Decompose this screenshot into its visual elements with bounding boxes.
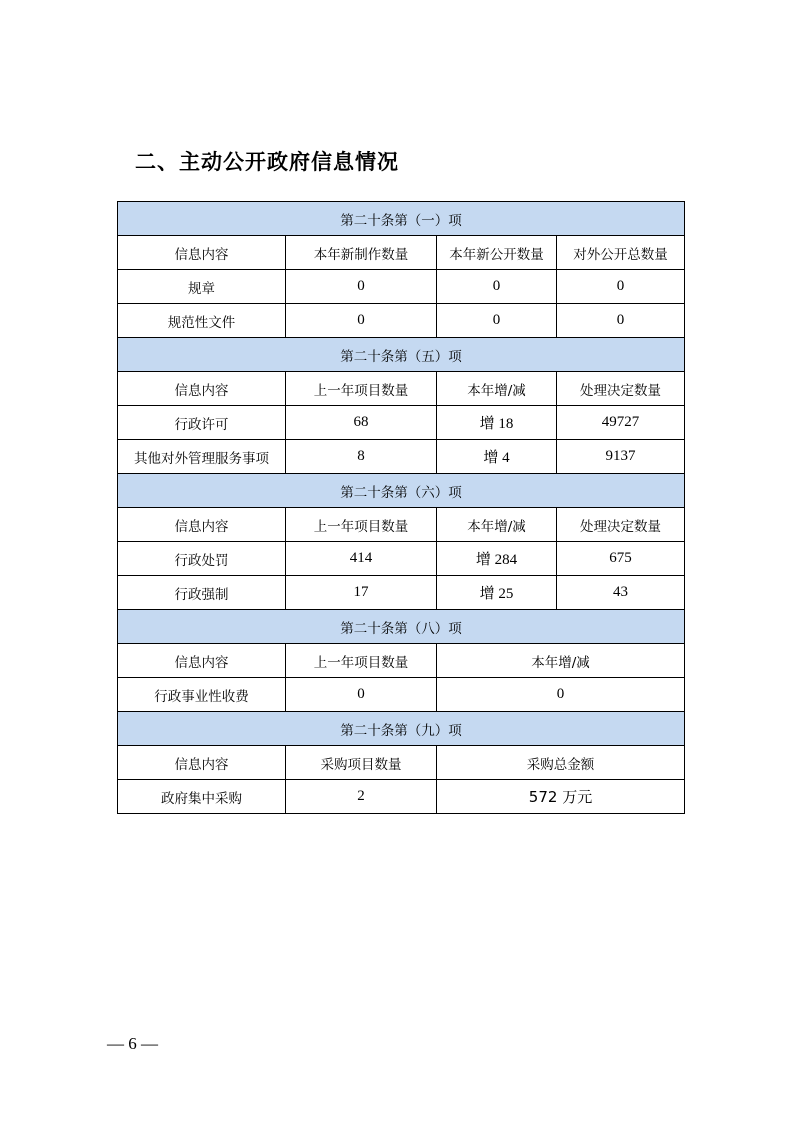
page-number: — 6 — xyxy=(107,1034,158,1053)
section-header-row xyxy=(118,712,685,746)
table-cell: 49727 xyxy=(557,406,685,440)
row-label: 行政强制 xyxy=(118,576,286,610)
column-header: 上一年项目数量 xyxy=(286,372,437,406)
section-title: 第二十条第（八）项 xyxy=(118,610,685,644)
column-header-row xyxy=(118,746,685,780)
column-header: 本年新公开数量 xyxy=(437,236,557,270)
column-header: 处理决定数量 xyxy=(557,508,685,542)
table-cell: 0 xyxy=(557,270,685,304)
table-cell: 9137 xyxy=(557,440,685,474)
table-cell: 0 xyxy=(286,304,437,338)
column-header-row xyxy=(118,508,685,542)
section-title: 第二十条第（九）项 xyxy=(118,712,685,746)
table-row xyxy=(118,542,685,576)
column-header: 信息内容 xyxy=(118,644,286,678)
table-row xyxy=(118,678,685,712)
table-cell: 0 xyxy=(557,304,685,338)
column-header: 本年增/减 xyxy=(437,508,557,542)
table-cell: 0 xyxy=(286,270,437,304)
section-header-row xyxy=(118,474,685,508)
table-cell: 0 xyxy=(437,678,685,712)
row-label: 政府集中采购 xyxy=(118,780,286,814)
column-header: 采购总金额 xyxy=(437,746,685,780)
column-header: 本年增/减 xyxy=(437,372,557,406)
page-title: 二、主动公开政府信息情况 xyxy=(135,150,399,174)
table-cell: 增 284 xyxy=(437,542,557,576)
row-label: 行政许可 xyxy=(118,406,286,440)
table-cell: 414 xyxy=(286,542,437,576)
column-header: 本年增/减 xyxy=(437,644,685,678)
column-header-row xyxy=(118,236,685,270)
row-label: 其他对外管理服务事项 xyxy=(118,440,286,474)
column-header: 信息内容 xyxy=(118,746,286,780)
column-header: 上一年项目数量 xyxy=(286,644,437,678)
table-cell: 675 xyxy=(557,542,685,576)
table-cell: 增 25 xyxy=(437,576,557,610)
disclosure-table xyxy=(117,201,685,814)
table-row xyxy=(118,440,685,474)
table-cell: 68 xyxy=(286,406,437,440)
table-cell: 572 万元 xyxy=(437,780,685,814)
column-header: 信息内容 xyxy=(118,372,286,406)
table-cell: 增 4 xyxy=(437,440,557,474)
row-label: 规范性文件 xyxy=(118,304,286,338)
column-header-row xyxy=(118,372,685,406)
column-header: 信息内容 xyxy=(118,236,286,270)
table-cell: 0 xyxy=(437,270,557,304)
section-title: 第二十条第（六）项 xyxy=(118,474,685,508)
row-label: 规章 xyxy=(118,270,286,304)
table-row xyxy=(118,576,685,610)
section-header-row xyxy=(118,610,685,644)
table-cell: 43 xyxy=(557,576,685,610)
table-row xyxy=(118,304,685,338)
column-header-row xyxy=(118,644,685,678)
column-header: 处理决定数量 xyxy=(557,372,685,406)
column-header: 对外公开总数量 xyxy=(557,236,685,270)
section-header-row xyxy=(118,338,685,372)
column-header: 信息内容 xyxy=(118,508,286,542)
section-header-row xyxy=(118,202,685,236)
row-label: 行政处罚 xyxy=(118,542,286,576)
row-label: 行政事业性收费 xyxy=(118,678,286,712)
section-title: 第二十条第（一）项 xyxy=(118,202,685,236)
table-cell: 17 xyxy=(286,576,437,610)
table-cell: 增 18 xyxy=(437,406,557,440)
column-header: 采购项目数量 xyxy=(286,746,437,780)
column-header: 本年新制作数量 xyxy=(286,236,437,270)
column-header: 上一年项目数量 xyxy=(286,508,437,542)
table-row xyxy=(118,406,685,440)
table-cell: 0 xyxy=(286,678,437,712)
section-title: 第二十条第（五）项 xyxy=(118,338,685,372)
table-cell: 8 xyxy=(286,440,437,474)
table-cell: 2 xyxy=(286,780,437,814)
table-row xyxy=(118,270,685,304)
table-row xyxy=(118,780,685,814)
table-cell: 0 xyxy=(437,304,557,338)
